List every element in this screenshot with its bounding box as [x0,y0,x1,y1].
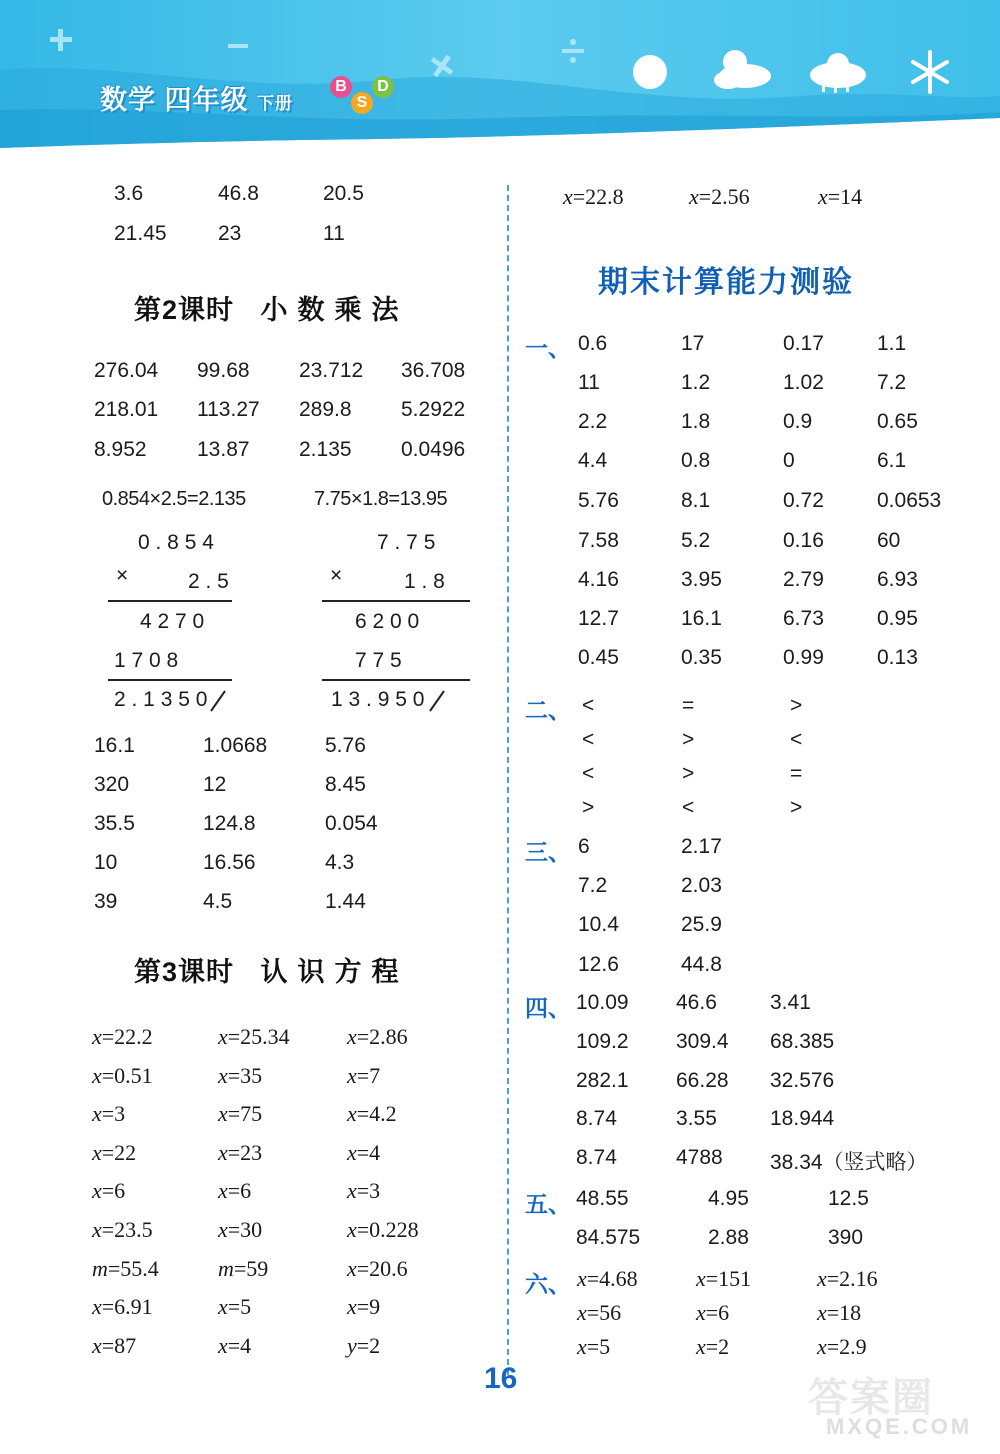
answer-cell: 12.7 [578,607,619,630]
header-title-main: 数学 四年级 [100,85,249,115]
answer-cell: 32.576 [770,1069,835,1092]
answer-cell: 4.5 [203,890,233,913]
equation-answer [218,1140,262,1166]
answer-cell: 0.35 [681,646,722,669]
answer-cell: 113.27 [197,398,260,421]
calc-rule [108,600,232,602]
answer-cell: 3.41 [770,991,811,1014]
answer-cell: 8.74 [576,1146,617,1169]
equation-value: =6.91 [101,1294,153,1320]
answer-cell: 1.02 [783,371,824,394]
equation-answer [347,1256,408,1282]
equation-value: =25.34 [227,1024,290,1049]
page-header [0,0,1000,150]
equation-answer [92,1178,125,1204]
equation-value: =23 [227,1139,263,1165]
comparison-symbol: < [582,728,595,751]
equation-value: =2 [356,1332,381,1358]
calc-result: 1 3 . 9 5 0 [331,688,425,711]
equation-answer [696,1300,729,1326]
multiply-sign: × [330,564,343,587]
equation-value: =151 [705,1266,752,1291]
equation-answer [92,1101,125,1127]
answer-cell: 68.385 [770,1030,835,1053]
answer-cell: 44.8 [681,953,722,976]
equation-value: =2 [705,1334,730,1359]
multiply-sign: × [116,564,129,587]
answer-cell: 39 [94,890,118,913]
calc-multiplicand: 7 . 7 5 [377,531,436,554]
answer-cell: 5.76 [578,489,619,512]
answer-cell: 1.1 [877,332,907,355]
section-label-s6: 六、 [525,1271,571,1297]
equation-answer [577,1300,621,1326]
equation-value: =3 [101,1101,126,1127]
variable-name: x [92,1062,102,1088]
variable-name: x [817,1334,827,1359]
answer-cell: 289.8 [299,398,352,421]
answer-cell: 0.054 [325,812,378,835]
answer-cell: 1.44 [325,890,366,913]
equation-answer [92,1294,153,1320]
variable-name: x [347,1294,357,1320]
section-label-s1: 一、 [525,335,571,361]
sun-icon [633,55,667,89]
equation-answer [817,1266,878,1292]
equation-value: =2.56 [698,184,750,209]
variable-name: x [347,1024,357,1049]
header-title [100,78,293,117]
equation-value: =30 [227,1217,263,1242]
comparison-symbol: > [582,796,595,819]
comparison-symbol: > [790,796,803,819]
equation-answer [218,1178,251,1204]
lesson3-number: 第3课时 [134,957,235,987]
section-label-s3: 三、 [525,839,571,865]
variable-name: x [218,1101,228,1127]
answer-cell: 13.87 [197,438,250,461]
calc-result: 2 . 1 3 5 0 [114,688,208,711]
answer-cell: 99.68 [197,359,250,382]
calc-multiplicand: 0 . 8 5 4 [138,531,214,554]
answer-cell: 0.9 [783,410,813,433]
answer-cell: 0.72 [783,489,824,512]
watermark-url: MXQE.COM [826,1414,973,1439]
answer-cell: 6.1 [877,449,907,472]
answer-cell: 66.28 [676,1069,729,1092]
calc-partial-product: 1 7 0 8 [114,649,179,672]
variable-name: m [92,1255,108,1281]
answer-cell: 23.712 [299,359,364,382]
answer-cell: 4.16 [578,568,619,591]
lesson2-number: 第2课时 [134,295,235,325]
equation-answer [347,1063,380,1089]
variable-name: x [218,1217,228,1242]
answer-cell: 276.04 [94,359,159,382]
equation-value: =9 [356,1294,381,1320]
answer-cell: 16.1 [94,734,135,757]
equation-value: =59 [233,1255,269,1281]
answer-cell: 38.34（竖式略） [770,1151,928,1174]
section-label-s4: 四、 [525,995,571,1021]
equation-value: =0.228 [356,1217,419,1242]
calc-rule [322,679,470,681]
comparison-symbol: = [790,762,803,785]
equation-answer [347,1140,380,1166]
answer-cell: 0.99 [783,646,824,669]
answer-cell: 2.2 [578,410,608,433]
variable-name: x [218,1062,228,1088]
equation-answer [347,1024,408,1050]
variable-name: x [347,1178,357,1204]
equation-value: =87 [101,1332,137,1358]
lesson2-topic: 小数乘法 [260,295,409,325]
answer-cell: 6 [578,835,590,858]
answer-cell: 218.01 [94,398,159,421]
answer-cell: 16.56 [203,851,256,874]
comparison-symbol: > [682,762,695,785]
equation-value: =22 [101,1139,137,1165]
exam-title: 期末计算能力测验 [598,266,854,299]
equation-answer [218,1217,262,1243]
equation-answer [696,1266,751,1292]
answer-cell: 7.2 [578,874,608,897]
answer-cell: 46.8 [218,182,259,205]
answer-cell: 2.79 [783,568,824,591]
equation-value: =56 [586,1300,622,1325]
variable-name: x [347,1139,357,1165]
answer-cell: 3.6 [114,182,144,205]
equation-value: =2.86 [356,1024,408,1049]
answer-cell: 4.3 [325,851,355,874]
answer-cell: 23 [218,222,242,245]
variable-name: x [696,1266,706,1291]
variable-name: x [92,1294,102,1320]
answer-cell: 0.95 [877,607,918,630]
equation-value: =4.2 [356,1101,397,1127]
answer-cell: 0.0653 [877,489,942,512]
equation-answer [689,184,750,210]
equation-answer [92,1140,136,1166]
equation-answer [818,184,862,210]
answer-cell: 2.03 [681,874,722,897]
answer-cell: 36.708 [401,359,466,382]
answer-cell: 18.944 [770,1107,835,1130]
equation-value: =18 [826,1300,862,1325]
answer-cell: 25.9 [681,913,722,936]
multiplication-equation: 7.75×1.8=13.95 [314,488,448,510]
answer-cell: 109.2 [576,1030,629,1053]
equation-answer [218,1333,251,1359]
variable-name: x [347,1101,357,1127]
answer-cell: 10 [94,851,118,874]
calc-partial-product: 7 7 5 [355,649,402,672]
variable-name: m [218,1255,234,1281]
column-divider [507,185,509,1375]
answer-cell: 4.95 [708,1187,749,1210]
comparison-symbol: > [682,728,695,751]
answer-cell: 12.6 [578,953,619,976]
equation-value: =6 [705,1300,730,1325]
equation-value: =22.2 [101,1024,153,1049]
answer-cell: 12.5 [828,1187,869,1210]
answer-cell: 8.74 [576,1107,617,1130]
section-label-s2: 二、 [525,697,571,723]
equation-answer [218,1024,290,1050]
equation-value: =4 [356,1139,381,1165]
answer-cell: 1.0668 [203,734,268,757]
badge-b: B [330,76,352,98]
answer-cell: 390 [828,1226,864,1249]
calc-multiplier: 2 . 5 [188,570,229,593]
variable-name: x [218,1332,228,1358]
equation-answer [92,1256,159,1282]
comparison-symbol: < [582,694,595,717]
answer-cell: 4.4 [578,449,608,472]
answer-cell: 11 [323,222,345,245]
answer-cell: 10.09 [576,991,629,1014]
answer-cell: 0.16 [783,529,824,552]
answer-cell: 4788 [676,1146,723,1169]
answer-cell: 35.5 [94,812,135,835]
answer-cell: 282.1 [576,1069,629,1092]
variable-name: x [218,1024,228,1049]
equation-value: =7 [356,1062,381,1088]
variable-name: x [577,1334,587,1359]
answer-cell: 16.1 [681,607,722,630]
equation-value: =20.6 [356,1255,408,1281]
answer-cell: 20.5 [323,182,364,205]
answer-cell: 48.55 [576,1187,629,1210]
variable-name: x [92,1332,102,1358]
section-label-s5: 五、 [525,1191,571,1217]
variable-name: x [818,184,828,209]
equation-answer [92,1333,136,1359]
variable-name: x [92,1139,102,1165]
equation-answer [218,1063,262,1089]
answer-cell: 8.952 [94,438,147,461]
answer-cell: 10.4 [578,913,619,936]
header-title-volume: 下册 [257,94,294,113]
equation-value: =6 [227,1178,252,1204]
equation-answer [563,184,624,210]
variable-name: y [347,1332,357,1358]
equation-answer [347,1178,380,1204]
strike-zero-icon [428,689,446,713]
equation-value: =3 [356,1178,381,1204]
answer-cell: 2.135 [299,438,352,461]
comparison-symbol: > [790,694,803,717]
variable-name: x [577,1300,587,1325]
answer-cell: 17 [681,332,705,355]
equation-answer [218,1256,268,1282]
equation-answer [347,1333,380,1359]
equation-answer [817,1300,861,1326]
page-number: 16 [484,1362,518,1395]
answer-cell: 2.17 [681,835,722,858]
equation-value: =2.9 [826,1334,867,1359]
answer-cell: 12 [203,773,227,796]
answer-cell: 309.4 [676,1030,729,1053]
answer-cell: 5.76 [325,734,366,757]
answer-cell: 46.6 [676,991,717,1014]
answer-cell: 5.2 [681,529,711,552]
variable-name: x [563,184,573,209]
variable-name: x [696,1300,706,1325]
variable-name: x [817,1266,827,1291]
answer-cell: 8.45 [325,773,366,796]
answer-cell: 0.8 [681,449,711,472]
variable-name: x [817,1300,827,1325]
equation-value: =4 [227,1332,252,1358]
answer-cell: 0.6 [578,332,608,355]
answer-cell: 2.88 [708,1226,749,1249]
badge-s: S [351,92,373,114]
variable-name: x [92,1217,102,1242]
variable-name: x [218,1139,228,1165]
answer-cell: 3.55 [676,1107,717,1130]
answer-cell: 60 [877,529,901,552]
variable-name: x [92,1101,102,1127]
comparison-symbol: < [582,762,595,785]
variable-name: x [218,1178,228,1204]
answer-cell: 0.0496 [401,438,466,461]
variable-name: x [92,1024,102,1049]
equation-answer [347,1294,380,1320]
calc-multiplier: 1 . 8 [404,570,445,593]
answer-cell: 0.13 [877,646,918,669]
answer-cell: 0 [783,449,795,472]
equation-value: =55.4 [107,1255,159,1281]
answer-cell: 84.575 [576,1226,641,1249]
answer-cell: 5.2922 [401,398,466,421]
equation-value: =6 [101,1178,126,1204]
answer-cell: 124.8 [203,812,256,835]
equation-answer [92,1217,153,1243]
equation-value: =75 [227,1101,263,1127]
equation-answer [218,1294,251,1320]
answer-cell: 0.17 [783,332,824,355]
equation-answer [696,1334,729,1360]
answer-cell: 1.8 [681,410,711,433]
variable-name: x [689,184,699,209]
equation-answer [92,1024,153,1050]
equation-value: =23.5 [101,1217,153,1242]
answer-cell: 8.1 [681,489,711,512]
lesson3-topic: 认识方程 [260,957,409,987]
answer-cell: 3.95 [681,568,722,591]
equation-answer [218,1101,262,1127]
equation-answer [92,1063,153,1089]
equation-answer [817,1334,867,1360]
variable-name: x [347,1217,357,1242]
variable-name: x [218,1294,228,1320]
variable-name: x [577,1266,587,1291]
variable-name: x [347,1062,357,1088]
variable-name: x [92,1178,102,1204]
equation-answer [347,1217,419,1243]
lesson2-heading [134,288,409,327]
answer-cell: 6.73 [783,607,824,630]
calc-rule [322,600,470,602]
equation-value: =2.16 [826,1266,878,1291]
badge-d: D [372,76,394,98]
answer-cell: 0.65 [877,410,918,433]
comparison-symbol: < [682,796,695,819]
header-banner [0,0,1000,150]
equation-value: =0.51 [101,1062,153,1088]
answer-cell: 7.58 [578,529,619,552]
answer-cell: 7.2 [877,371,907,394]
answer-cell: 0.45 [578,646,619,669]
multiplication-equation: 0.854×2.5=2.135 [102,488,246,510]
strike-zero-icon [209,689,227,713]
equation-value: =22.8 [572,184,624,209]
calc-rule [108,679,232,681]
equation-value: =5 [227,1294,252,1320]
lesson3-heading [134,950,409,989]
equation-value: =14 [827,184,863,209]
comparison-symbol: = [682,694,695,717]
equation-value: =35 [227,1062,263,1088]
calc-partial-product: 6 2 0 0 [355,610,420,633]
variable-name: x [347,1255,357,1281]
answer-cell: 6.93 [877,568,918,591]
answer-cell: 1.2 [681,371,711,394]
answer-cell: 21.45 [114,222,167,245]
watermark: 答案圈 [808,1376,934,1420]
equation-value: =5 [586,1334,611,1359]
answer-cell: 11 [578,371,600,394]
variable-name: x [696,1334,706,1359]
equation-value: =4.68 [586,1266,638,1291]
answer-cell: 320 [94,773,130,796]
equation-answer [577,1266,638,1292]
equation-answer [577,1334,610,1360]
calc-partial-product: 4 2 7 0 [140,610,205,633]
equation-answer [347,1101,397,1127]
comparison-symbol: < [790,728,803,751]
